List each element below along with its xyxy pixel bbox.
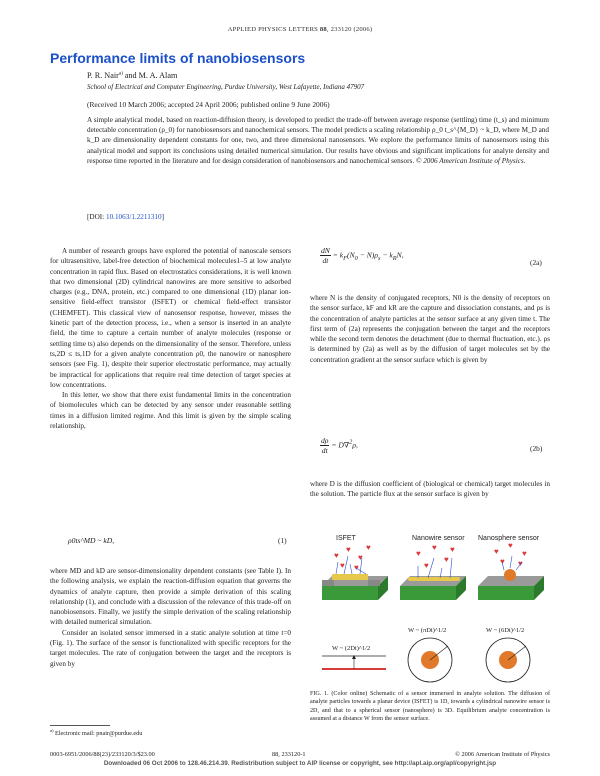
svg-text:♥: ♥ [416, 549, 421, 558]
paragraph-receptors: where N is the density of conjugated receptors, N0 is the density of receptors on the sensor surface, kF and kR are the capture and dissociation constants, and ρs is the concentration of analyte particles at the sensor surface at any given time t. The first term of (2a) represents the conjugation between the target and the receptors while the second term denotes the detachment (due to thermal fluctuation, etc.). ρs is determined by (2a) as well as by the diffusion of target molecules set by the concentration gradient at the sensor surface which is given by [310, 294, 550, 364]
author-connector: and [124, 71, 137, 80]
right-column-upper [310, 293, 550, 365]
right-column-lower [310, 479, 550, 500]
doi-line [87, 213, 164, 221]
svg-text:♥: ♥ [494, 547, 499, 556]
left-column-upper [50, 246, 291, 431]
paragraph-scaling: where MD and kD are sensor-dimensionality dependent constants (see Table I). In the following analysis, we explain the reaction-diffusion equation that governs the dynamics of analyte capture, then provide a simple derivation of this scaling relationship (1), and conclude with a discussion of the relevance of this trade-off on nanobiosensors. Finally, we justify the simple derivation of the scaling relationship with detailed numerical simulation. [50, 567, 291, 627]
footer-copyright: © 2006 American Institute of Physics [455, 751, 550, 758]
planar-diffusion-schematic [322, 645, 386, 669]
svg-text:♥: ♥ [354, 563, 359, 572]
analyte-molecules [334, 541, 527, 572]
doi-label: [DOI: [87, 213, 105, 221]
journal-year: (2006) [353, 26, 373, 33]
panel-label-nanowire: Nanowire sensor [412, 535, 465, 542]
download-notice: Downloaded 06 Oct 2006 to 128.46.214.39. Redistribution subject to AIP license or copyright, see http://apl.aip.org/apl/copyright.jsp [103, 760, 497, 767]
svg-text:♥: ♥ [432, 543, 437, 552]
equation-2a-number: (2a) [530, 258, 542, 267]
equation-2b: $\frac{d\rho}{dt}$ = D∇$^2$ρ, [321, 436, 358, 455]
footer-page: 88, 233120-1 [272, 751, 306, 758]
article-number: 233120 [330, 26, 352, 33]
svg-text:♥: ♥ [450, 545, 455, 554]
footnote-text: Electronic mail: pnair@purdue.edu [55, 730, 143, 737]
footnote-rule [50, 725, 110, 726]
footnote [50, 727, 143, 737]
panel-label-nanosphere: Nanosphere sensor [478, 535, 540, 542]
svg-text:♥: ♥ [500, 557, 505, 566]
doi-link[interactable]: 10.1063/1.2211310 [105, 213, 162, 221]
paragraph-isolated-sensor: Consider an isolated sensor immersed in a static analyte solution at time t=0 (Fig. 1). The surface of the sensor is functionalized with specific receptors for the target molecules. The rate of conjugation between the target and the receptors is given by [50, 628, 291, 668]
svg-text:♥: ♥ [358, 553, 363, 562]
running-header: APPLIED PHYSICS LETTERS 88, 233120 (2006) [227, 26, 373, 33]
figure-1 [318, 528, 550, 684]
equation-2b-number: (2b) [530, 444, 543, 453]
flux-label-sphere: W ~ (6Dt)^1/2 [486, 627, 525, 634]
paragraph-intro: A number of research groups have explored the potential of nanoscale sensors for ultrasensitive, label-free detection of biochemical molecules1–5 at low analyte concentration in rapid flux. Based on electrostatics considerations, it is well known that two dimensional (2D) cylindrical nanowires are more sensitive to adsorbed charges (e.g., DNA, protein, etc.) compared to one dimensional (1D) planar ion-sensitive field-effect transistor (ISFET) or chemical field-effect transistor (CHEMFET). This classical view of nanosensor response, however, misses the kinetic part of the detection process, i.e., when a sensor is inserted in an analyte field, the time to capture a certain number of analyte molecules (response or settling time ts) also depends on the dimensionality of the sensor. Therefore, unless ts,2D ≤ ts,1D for a given analyte concentration ρ0, the nanowire or nanosphere sensors (see Fig. 1), despite their superior electrostatic performance, may actually be impractical for applications that require real time detection of target species at low concentrations. [50, 247, 291, 389]
journal-name: APPLIED PHYSICS LETTERS [227, 26, 319, 33]
paragraph-diffusion: where D is the diffusion coefficient of (biological or chemical) target molecules in the solution. The particle flux at the sensor surface is given by [310, 480, 550, 499]
flux-label-cylinder: W ~ (πDt)^1/2 [408, 627, 447, 634]
received-dates: (Received 10 March 2006; accepted 24 April 2006; published online 9 June 2006) [87, 100, 330, 109]
cylinder-diffusion-schematic [408, 627, 452, 682]
isfet-device [322, 574, 388, 600]
author-1-mark: a) [118, 71, 123, 77]
doi-close: ] [161, 213, 165, 221]
nanosphere-device [478, 569, 544, 600]
svg-text:♥: ♥ [444, 555, 449, 564]
author-1: P. R. Nair [87, 71, 119, 80]
author-list [87, 71, 177, 80]
svg-text:♥: ♥ [346, 545, 351, 554]
abstract [87, 115, 549, 166]
abstract-copyright: © 2006 American Institute of Physics. [415, 156, 526, 165]
panel-label-isfet: ISFET [336, 535, 356, 542]
paragraph-limits: In this letter, we show that there exist fundamental limits in the concentration of biomolecules which can be detected by any sensor under reasonable settling times in a diffusion limited regime. And this limit is given by the simple scaling relationship, [50, 391, 291, 431]
page-title: Performance limits of nanobiosensors [50, 50, 306, 66]
svg-text:♥: ♥ [334, 551, 339, 560]
figure-1-caption: FIG. 1. (Color online) Schematic of a sensor immersed in analyte solution. The diffusion of analyte particles towards a planar device (ISFET) is 1D, towards a cylindrical nanowire sensor is 2D, and that to a spherical sensor (nanosphere) is 3D. Equilibrium analyte concentration is assumed at a distance W from the sensor surface. [310, 691, 550, 723]
svg-text:♥: ♥ [508, 541, 513, 550]
journal-volume: 88 [319, 26, 327, 33]
nanowire-device [400, 576, 466, 600]
left-column-lower [50, 566, 291, 669]
svg-text:♥: ♥ [424, 561, 429, 570]
footnote-mark: a) [50, 727, 54, 733]
abstract-text: A simple analytical model, based on reaction-diffusion theory, is developed to predict the trade-off between average response (settling) time (t_s) and minimum detectable concentration (ρ_0) for nanobiosensors and nanochemical sensors. The model predicts a scaling relationship ρ_0 t_s^{M_D} ~ k_D, where M_D and k_D are dimensionality dependent constants for one, two, and three dimensional nanosensors. We explore the performance limits of nanosensors using this analytical model and support its conclusions using detailed numerical simulation. Our results have obvious and significant implications for analyte density and response time reported in the literature and for design consideration of nanobiosensors and nanochemical sensors. [87, 116, 549, 165]
equation-1-number: (1) [278, 536, 287, 545]
equation-1: ρ0ts^MD ~ kD, [68, 536, 115, 545]
svg-text:♥: ♥ [518, 559, 523, 568]
author-2: M. A. Alam [138, 71, 178, 80]
svg-text:♥: ♥ [340, 561, 345, 570]
footer-issn: 0003-6951/2006/88(23)/233120/3/$23.00 [50, 751, 155, 758]
equation-2a: $\frac{dN}{dt}$ = $k_F(N_0 - N)\rho_s - k_RN$, [321, 246, 404, 265]
svg-text:♥: ♥ [366, 543, 371, 552]
flux-label-planar: W ~ (2Dt)^1/2 [332, 645, 371, 652]
affiliation: School of Electrical and Computer Engineering, Purdue University, West Lafayette, Indiana 47907 [87, 83, 365, 91]
sphere-diffusion-schematic [486, 627, 530, 682]
svg-text:♥: ♥ [522, 549, 527, 558]
